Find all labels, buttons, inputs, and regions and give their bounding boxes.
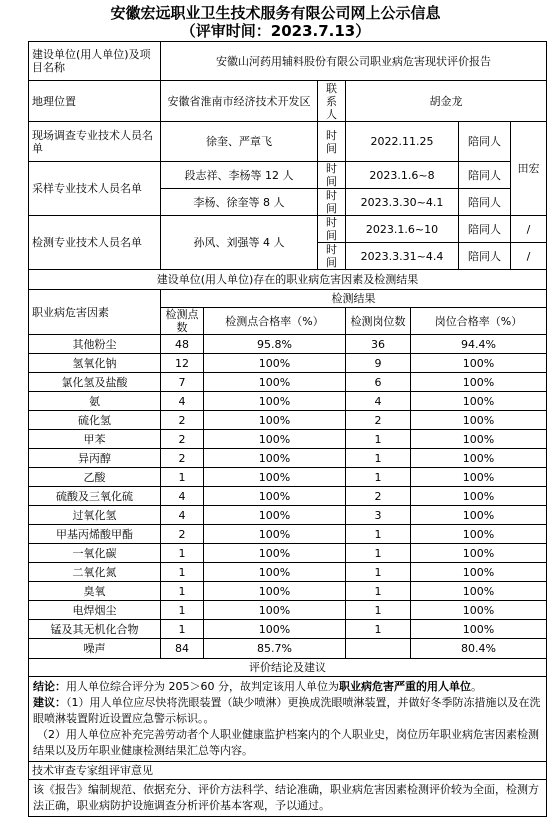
sampling-label: 采样专业技术人员名单 (29, 162, 161, 216)
sampling-staff-2: 李杨、徐奎等 8 人 (161, 189, 318, 216)
result-factor: 其他粉尘 (29, 335, 161, 354)
result-post-rate: 100% (411, 582, 547, 601)
result-row (29, 582, 547, 601)
result-factor: 氢氧化钠 (29, 354, 161, 373)
result-post-rate: 100% (411, 487, 547, 506)
page-title: 安徽宏远职业卫生技术服务有限公司网上公示信息 (110, 4, 441, 22)
time-label: 时间 (318, 243, 346, 270)
result-posts: 3 (346, 506, 411, 525)
review-text: 该《报告》编制规范、依据充分、评价方法科学、结论准确，职业病危害因素检测评价较为全面，检测方法正确，职业病防护设施调查分析评价基本客观，予以通过。 (29, 780, 547, 817)
result-post-rate: 100% (411, 620, 547, 639)
review-title-row (29, 762, 547, 780)
result-point-rate: 100% (204, 468, 346, 487)
result-factor: 异丙醇 (29, 449, 161, 468)
sampling-time-2: 2023.3.30~4.1 (346, 189, 459, 216)
noise-row (29, 639, 547, 659)
accompany-label: 陪同人 (459, 162, 511, 189)
suggestion-label: 建议： (33, 696, 66, 709)
result-post-rate: 94.4% (411, 335, 547, 354)
result-row (29, 525, 547, 544)
result-points: 4 (161, 392, 204, 411)
accompany-label: 陪同人 (459, 189, 511, 216)
testing-time-1: 2023.1.6~10 (346, 216, 459, 243)
result-posts: 4 (346, 392, 411, 411)
conclusion-label: 结论： (33, 680, 66, 693)
result-point-rate: 100% (204, 601, 346, 620)
result-points: 4 (161, 506, 204, 525)
result-point-rate: 100% (204, 582, 346, 601)
result-point-rate: 100% (204, 373, 346, 392)
result-row (29, 506, 547, 525)
location-row (29, 81, 547, 122)
time-label: 时间 (318, 189, 346, 216)
result-points: 1 (161, 601, 204, 620)
result-posts: 1 (346, 563, 411, 582)
result-row (29, 411, 547, 430)
time-label: 时间 (318, 122, 346, 162)
result-posts: 1 (346, 449, 411, 468)
result-factor: 一氧化碳 (29, 544, 161, 563)
review-date: （评审时间：2023.7.13） (180, 22, 371, 40)
conclusion-verdict: 职业病危害严重的用人单位 (338, 680, 471, 693)
accompany-slash: / (511, 216, 547, 243)
factor-header: 职业病危害因素 (29, 290, 161, 335)
survey-row (29, 122, 547, 162)
result-posts: 2 (346, 487, 411, 506)
contact-value: 胡金龙 (346, 81, 547, 122)
disclosure-table (28, 41, 547, 817)
conclusion-end: 。 (470, 680, 482, 693)
evaluation-title-row (29, 659, 547, 677)
accompany-value: 田宏 (511, 122, 547, 216)
evaluation-text (29, 677, 547, 762)
result-row (29, 430, 547, 449)
result-factor: 电焊烟尘 (29, 601, 161, 620)
result-posts: 1 (346, 582, 411, 601)
result-post-rate: 100% (411, 563, 547, 582)
testing-staff: 孙风、刘强等 4 人 (161, 216, 318, 270)
result-posts: 1 (346, 620, 411, 639)
col-header-post-rate: 岗位合格率（%） (411, 308, 547, 335)
time-label: 时间 (318, 162, 346, 189)
result-row (29, 354, 547, 373)
location-label: 地理位置 (29, 81, 161, 122)
result-posts: 1 (346, 430, 411, 449)
result-post-rate: 100% (411, 601, 547, 620)
result-row (29, 544, 547, 563)
result-posts: 1 (346, 544, 411, 563)
result-post-rate: 100% (411, 506, 547, 525)
review-section-title: 技术审查专家组评审意见 (29, 762, 547, 780)
result-posts: 6 (346, 373, 411, 392)
contact-label: 联系人 (318, 81, 346, 122)
result-factor: 硫酸及三氧化硫 (29, 487, 161, 506)
results-section-title-row (29, 270, 547, 290)
result-row (29, 468, 547, 487)
suggestion-2: （2）用人单位应补充完善劳动者个人职业健康监护档案内的个人职业史，岗位历年职业病危害因素检测结果以及历年职业健康检测结果汇总等内容。 (33, 728, 539, 757)
result-row (29, 601, 547, 620)
result-point-rate: 100% (204, 544, 346, 563)
result-points: 2 (161, 525, 204, 544)
sampling-time-1: 2023.1.6~8 (346, 162, 459, 189)
result-points: 4 (161, 487, 204, 506)
col-header-posts: 检测岗位数 (346, 308, 411, 335)
result-point-rate: 100% (204, 563, 346, 582)
col-header-point-rate: 检测点合格率（%） (204, 308, 346, 335)
result-posts: 1 (346, 468, 411, 487)
noise-point-rate: 85.7% (204, 639, 346, 659)
result-points: 48 (161, 335, 204, 354)
result-post-rate: 100% (411, 525, 547, 544)
result-post-rate: 100% (411, 468, 547, 487)
result-factor: 硫化氢 (29, 411, 161, 430)
result-posts: 1 (346, 601, 411, 620)
result-post-rate: 100% (411, 373, 547, 392)
result-factor: 过氧化氢 (29, 506, 161, 525)
result-post-rate: 100% (411, 449, 547, 468)
results-section-title: 建设单位(用人单位)存在的职业病危害因素及检测结果 (29, 270, 547, 290)
unit-row (29, 42, 547, 81)
result-points: 1 (161, 563, 204, 582)
suggestion-1-text: （1）用人单位应尽快将洗眼装置（缺少喷淋）更换成洗眼喷淋装置，并做好冬季防冻措施以及在洗眼喷淋装置附近设置应急警示标识。。 (33, 696, 541, 725)
accompany-slash: / (511, 243, 547, 270)
results-header: 检测结果 (161, 290, 547, 308)
accompany-label: 陪同人 (459, 122, 511, 162)
result-factor: 锰及其无机化合物 (29, 620, 161, 639)
result-factor: 甲基丙烯酸甲酯 (29, 525, 161, 544)
result-point-rate: 100% (204, 354, 346, 373)
unit-label: 建设单位(用人单位)及项目名称 (29, 42, 161, 81)
sampling-row-1 (29, 162, 547, 189)
result-points: 1 (161, 620, 204, 639)
survey-time: 2022.11.25 (346, 122, 459, 162)
result-point-rate: 100% (204, 411, 346, 430)
survey-value: 徐奎、严章飞 (161, 122, 318, 162)
result-post-rate: 100% (411, 392, 547, 411)
testing-row-1 (29, 216, 547, 243)
noise-points: 84 (161, 639, 204, 659)
result-factor: 乙酸 (29, 468, 161, 487)
result-points: 1 (161, 544, 204, 563)
result-post-rate: 100% (411, 430, 547, 449)
col-header-points: 检测点数 (161, 308, 204, 335)
result-point-rate: 100% (204, 620, 346, 639)
result-points: 2 (161, 449, 204, 468)
result-posts: 2 (346, 411, 411, 430)
results-header-row (29, 290, 547, 308)
result-point-rate: 100% (204, 506, 346, 525)
conclusion-text: 用人单位综合评分为 205＞60 分，故判定该用人单位为 (66, 680, 339, 693)
result-factor: 二氧化氮 (29, 563, 161, 582)
result-point-rate: 95.8% (204, 335, 346, 354)
result-factor: 臭氧 (29, 582, 161, 601)
result-points: 12 (161, 354, 204, 373)
time-label: 时间 (318, 216, 346, 243)
result-row (29, 449, 547, 468)
result-point-rate: 100% (204, 392, 346, 411)
result-point-rate: 100% (204, 525, 346, 544)
result-post-rate: 100% (411, 411, 547, 430)
result-factor: 氨 (29, 392, 161, 411)
conclusion (33, 679, 542, 695)
result-points: 1 (161, 468, 204, 487)
noise-posts (346, 639, 411, 659)
result-rows (29, 335, 547, 639)
location-value: 安徽省淮南市经济技术开发区 (161, 81, 318, 122)
result-posts: 1 (346, 525, 411, 544)
result-row (29, 335, 547, 354)
result-points: 2 (161, 430, 204, 449)
result-row (29, 620, 547, 639)
unit-value: 安徽山河药用辅料股份有限公司职业病危害现状评价报告 (161, 42, 547, 81)
result-points: 1 (161, 582, 204, 601)
result-row (29, 373, 547, 392)
result-row (29, 487, 547, 506)
result-factor: 甲苯 (29, 430, 161, 449)
noise-factor: 噪声 (29, 639, 161, 659)
accompany-label: 陪同人 (459, 216, 511, 243)
review-row (29, 780, 547, 817)
result-points: 2 (161, 411, 204, 430)
accompany-label: 陪同人 (459, 243, 511, 270)
result-posts: 36 (346, 335, 411, 354)
survey-label: 现场调查专业技术人员名单 (29, 122, 161, 162)
result-points: 7 (161, 373, 204, 392)
testing-label: 检测专业技术人员名单 (29, 216, 161, 270)
result-post-rate: 100% (411, 354, 547, 373)
suggestion-1 (33, 695, 542, 727)
result-row (29, 392, 547, 411)
result-factor: 氯化氢及盐酸 (29, 373, 161, 392)
evaluation-row (29, 677, 547, 762)
result-post-rate: 100% (411, 544, 547, 563)
result-point-rate: 100% (204, 487, 346, 506)
result-posts: 9 (346, 354, 411, 373)
evaluation-section-title: 评价结论及建议 (29, 659, 547, 677)
result-point-rate: 100% (204, 430, 346, 449)
testing-time-2: 2023.3.31~4.4 (346, 243, 459, 270)
result-point-rate: 100% (204, 449, 346, 468)
noise-post-rate: 80.4% (411, 639, 547, 659)
result-row (29, 563, 547, 582)
sampling-staff-1: 段志祥、李杨等 12 人 (161, 162, 318, 189)
